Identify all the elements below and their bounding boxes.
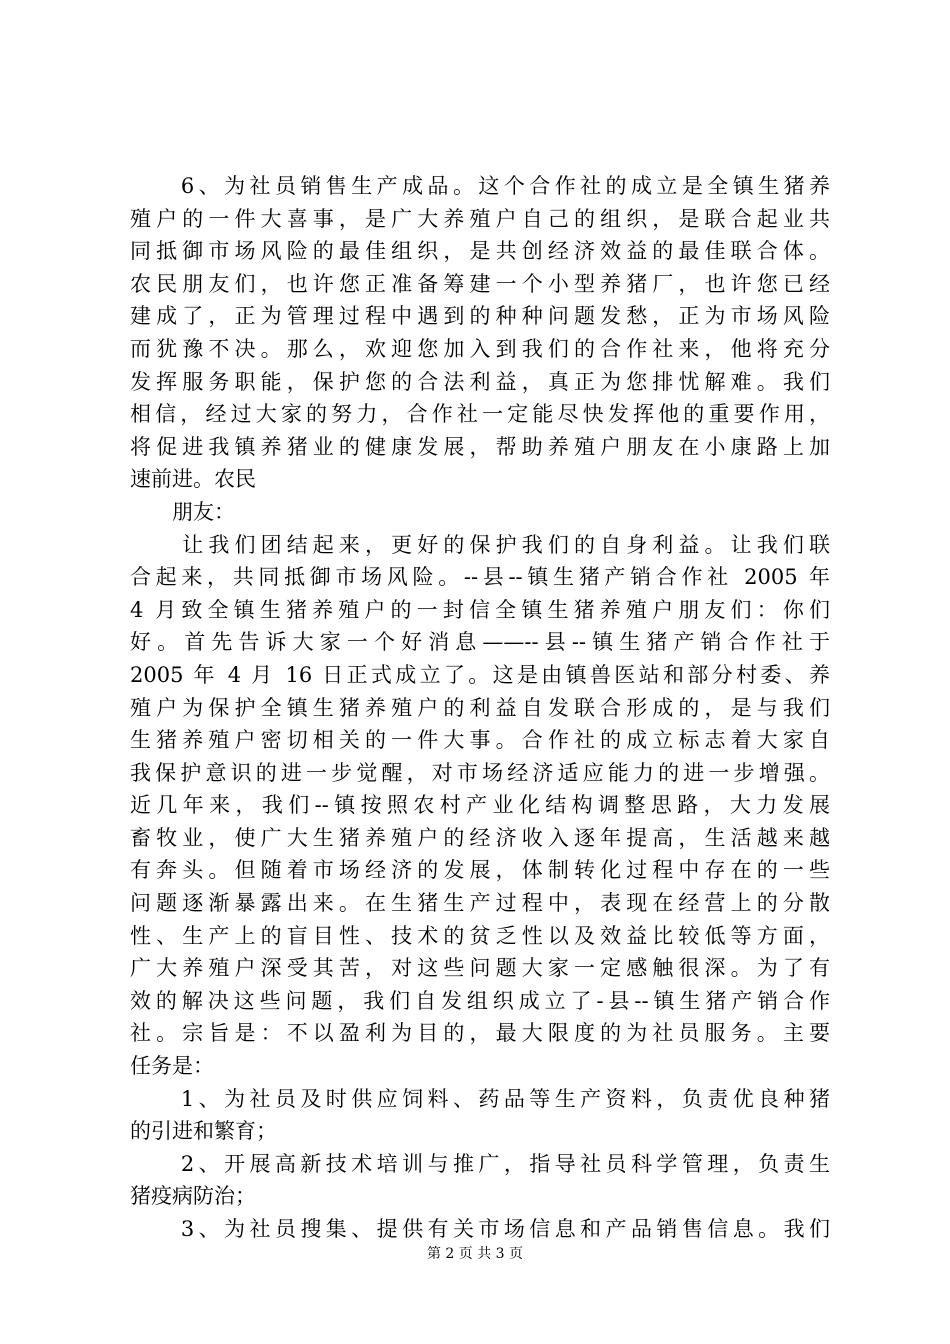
- text-line: 速前进。农民: [130, 467, 256, 492]
- text-line: 同抵御市场风险的最佳组织，是共创经济效益的最佳联合体。: [130, 239, 830, 264]
- text-line: 2005 年 4 月 16 日正式成立了。这是由镇兽医站和部分村委、养: [130, 662, 830, 687]
- text-line: 让我们团结起来，更好的保护我们的自身利益。让我们联: [130, 532, 830, 557]
- text-line: 建成了，正为管理过程中遇到的种种问题发愁，正为市场风险: [130, 304, 830, 329]
- text-line: 的引进和繁育；: [130, 1119, 277, 1144]
- text-line: 朋友：: [130, 499, 235, 524]
- text-line: 效的解决这些问题，我们自发组织成立了-县--镇生猪产销合作: [130, 988, 830, 1013]
- text-line: 问题逐渐暴露出来。在生猪生产过程中，表现在经营上的分散: [130, 891, 830, 916]
- text-line: 殖户的一件大喜事，是广大养殖户自己的组织，是联合起业共: [130, 206, 830, 231]
- text-line: 相信，经过大家的努力，合作社一定能尽快发挥他的重要作用，: [130, 402, 830, 427]
- text-line: 社。宗旨是：不以盈利为目的，最大限度的为社员服务。主要: [130, 1021, 830, 1046]
- body-text: [130, 170, 830, 1246]
- text-line: 广大养殖户深受其苦，对这些问题大家一定感触很深。为了有: [130, 956, 830, 981]
- text-line: 4 月致全镇生猪养殖户的一封信全镇生猪养殖户朋友们：你们: [130, 597, 830, 622]
- text-line: 有奔头。但随着市场经济的发展，体制转化过程中存在的一些: [130, 858, 830, 883]
- text-line: 而犹豫不决。那么，欢迎您加入到我们的合作社来，他将充分: [130, 336, 830, 361]
- text-line: 发挥服务职能，保护您的合法利益，真正为您排忧解难。我们: [130, 369, 830, 394]
- text-line: 6、为社员销售生产成品。这个合作社的成立是全镇生猪养: [130, 174, 830, 198]
- text-line: 畜牧业，使广大生猪养殖户的经济收入逐年提高，生活越来越: [130, 825, 830, 850]
- page-footer: 第 2 页 共 3 页: [426, 1246, 524, 1262]
- text-line: 生猪养殖户密切相关的一件大事。合作社的成立标志着大家自: [130, 728, 830, 753]
- text-line: 将促进我镇养猪业的健康发展，帮助养殖户朋友在小康路上加: [130, 434, 830, 459]
- text-line: 性、生产上的盲目性、技术的贫乏性以及效益比较低等方面，: [130, 923, 830, 948]
- text-line: 猪疫病防治；: [130, 1184, 256, 1209]
- text-line: 任务是：: [130, 1054, 214, 1079]
- text-line: 好。首先告诉大家一个好消息——--县--镇生猪产销合作社于: [130, 630, 830, 655]
- text-line: 农民朋友们，也许您正准备筹建一个小型养猪厂，也许您已经: [130, 271, 830, 296]
- text-line: 1、为社员及时供应饲料、药品等生产资料，负责优良种猪: [130, 1086, 830, 1111]
- text-line: 我保护意识的进一步觉醒，对市场经济适应能力的进一步增强。: [130, 760, 830, 785]
- text-line: 殖户为保护全镇生猪养殖户的利益自发联合形成的，是与我们: [130, 695, 830, 720]
- text-line: 合起来，共同抵御市场风险。--县--镇生猪产销合作社 2005 年: [130, 565, 830, 590]
- text-line: 2、开展高新技术培训与推广，指导社员科学管理，负责生: [130, 1151, 830, 1176]
- text-line: 3、为社员搜集、提供有关市场信息和产品销售信息。我们: [130, 1217, 830, 1241]
- text-line: 近几年来，我们--镇按照农村产业化结构调整思路，大力发展: [130, 793, 830, 818]
